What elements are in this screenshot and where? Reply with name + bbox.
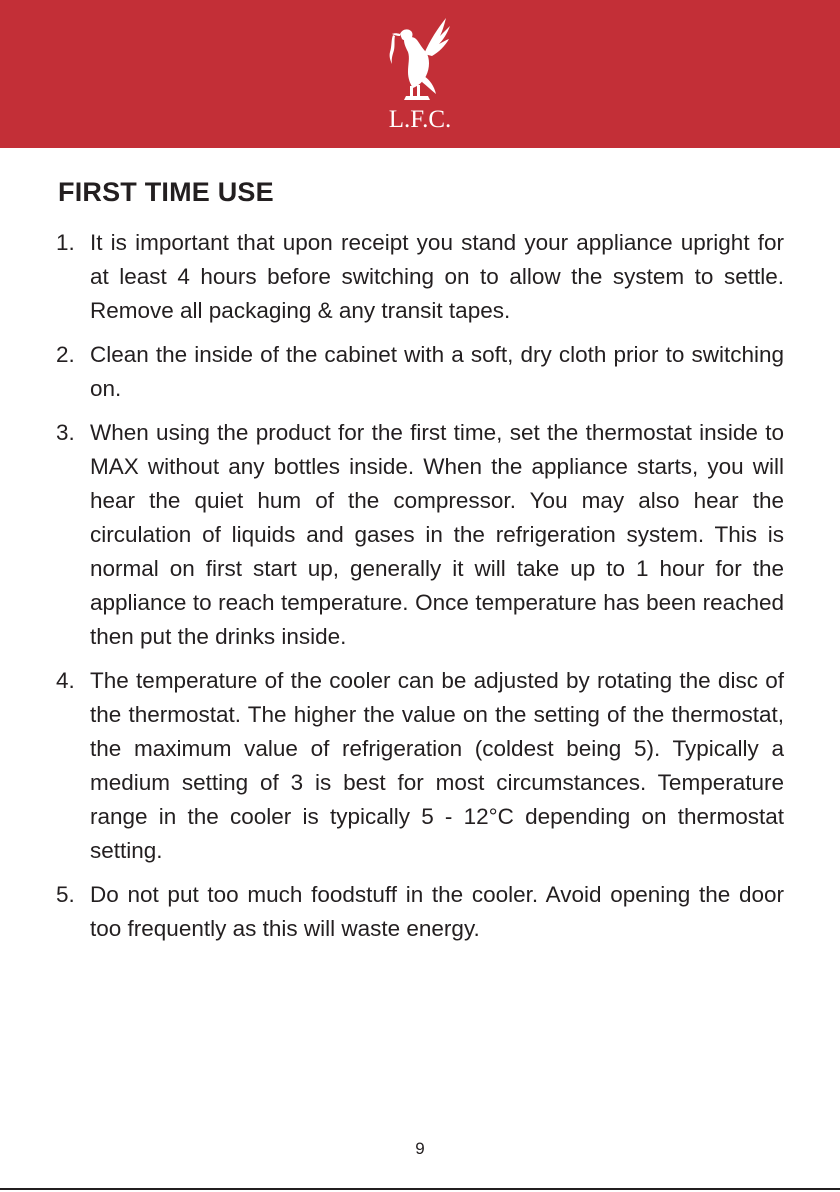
list-item: [56, 226, 784, 328]
logo-text: L.F.C.: [388, 106, 452, 133]
instruction-list: [56, 226, 784, 956]
liverbird-icon: [380, 14, 460, 106]
page-number: 9: [415, 1139, 425, 1158]
bottom-rule: [0, 1188, 840, 1190]
item-number: 3.: [56, 420, 75, 445]
item-text: It is important that upon receipt you stand your appliance upright for at least 4 hours before switching on to allow the system to settle. Remove all packaging & any transit tapes.: [90, 230, 784, 323]
header-band: [0, 0, 840, 148]
page-title: FIRST TIME USE: [58, 177, 274, 207]
item-text: Clean the inside of the cabinet with a soft, dry cloth prior to switching on.: [90, 342, 784, 401]
item-text: The temperature of the cooler can be adjusted by rotating the disc of the thermostat. The higher the value on the setting of the thermostat, the maximum value of refrigeration (coldest being 5). Typically a medium setting of 3 is best for most circumstances. Temperature range in the cooler is typically 5 - 12°C depending on thermostat setting.: [90, 668, 784, 863]
item-number: 1.: [56, 230, 75, 255]
item-text: Do not put too much foodstuff in the cooler. Avoid opening the door too frequently as this will waste energy.: [90, 882, 784, 941]
item-number: 5.: [56, 882, 75, 907]
list-item: [56, 338, 784, 406]
list-item: [56, 416, 784, 654]
item-number: 2.: [56, 342, 75, 367]
item-text: When using the product for the first time, set the thermostat inside to MAX without any bottles inside. When the appliance starts, you will hear the quiet hum of the compressor. You may also hear the circulation of liquids and gases in the refrigeration system. This is normal on first start up, generally it will take up to 1 hour for the appliance to reach temperature. Once temperature has been reached then put the drinks inside.: [90, 420, 784, 649]
list-item: [56, 878, 784, 946]
list-item: [56, 664, 784, 868]
lfc-logo: [380, 14, 460, 136]
item-number: 4.: [56, 668, 75, 693]
